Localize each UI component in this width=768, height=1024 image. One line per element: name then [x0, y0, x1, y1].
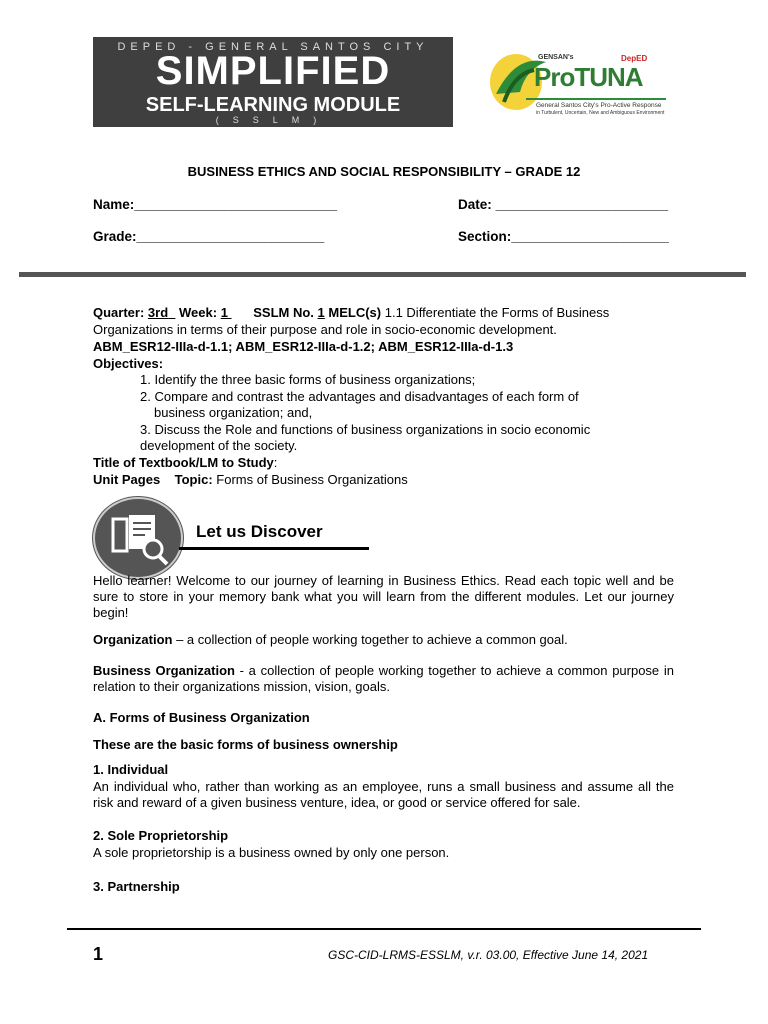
item-1-text: An individual who, rather than working as an employee, runs a small business and assume all the risk and reward of a given business venture, idea, or good or service offered for sale. [93, 779, 674, 810]
logo-deped: DepED [621, 54, 648, 63]
date-field[interactable]: Date: _______________________ [458, 197, 669, 212]
book-magnifier-icon [95, 499, 181, 577]
organization-definition [93, 632, 674, 648]
header-divider [19, 272, 746, 277]
item-2-text: A sole proprietorship is a business owned by only one person. [93, 845, 450, 860]
objective-2a: 2. Compare and contrast the advantages and disadvantages of each form of [140, 389, 579, 404]
discover-badge [93, 497, 183, 579]
objective-3a: 3. Discuss the Role and functions of business organizations in socio economic [140, 422, 591, 437]
logo-gensan: GENSAN's [538, 54, 574, 61]
melc-text-1: 1.1 Differentiate the Forms of Business [384, 305, 610, 320]
topic-value: Forms of Business Organizations [216, 472, 408, 487]
objectives-label: Objectives: [93, 356, 164, 371]
logo-tagline-2: in Turbulent, Uncertain, New and Ambiguous Environment [536, 110, 665, 116]
banner-module: SELF-LEARNING MODULE [145, 94, 401, 116]
organization-term: Organization [93, 632, 173, 647]
name-field[interactable]: Name:___________________________ [93, 197, 337, 212]
quarter-label: Quarter: [93, 305, 145, 320]
logo-tagline-1: General Santos City's Pro-Active Response [536, 102, 662, 109]
logo-protuna-text: ProTUNA [534, 62, 643, 92]
melc-label: MELC(s) [328, 305, 382, 320]
grade-field[interactable]: Grade:_________________________ [93, 229, 325, 244]
sslm-label: SSLM No. [253, 305, 314, 320]
banner-sslm: (SSLM) [215, 115, 331, 125]
item-2-title: 2. Sole Proprietorship [93, 828, 229, 843]
objective-1: 1. Identify the three basic forms of business organizations; [140, 372, 476, 387]
objective-3b: development of the society. [140, 438, 298, 453]
week-label: Week: [179, 305, 218, 320]
section-field[interactable]: Section:_____________________ [458, 229, 669, 244]
melc-text-2: Organizations in terms of their purpose and role in socio-economic development. [93, 322, 557, 337]
organization-text: – a collection of people working together to achieve a common goal. [172, 632, 568, 647]
business-organization-term: Business Organization [93, 663, 235, 678]
objective-2b: business organization; and, [154, 405, 313, 420]
sslm-banner [93, 37, 453, 127]
quarter-value: 3rd [147, 305, 169, 320]
topic-label: Topic: [174, 472, 213, 487]
item-1-title: 1. Individual [93, 762, 169, 777]
basic-forms-heading: These are the basic forms of business ownership [93, 737, 398, 752]
footer-divider [67, 928, 701, 930]
quarter-line [93, 305, 674, 321]
unit-line [93, 472, 674, 488]
protuna-logo [486, 44, 676, 124]
business-organization-definition [93, 663, 674, 695]
week-value: 1 [220, 305, 228, 320]
footer-code: GSC-CID-LRMS-ESSLM, v.r. 03.00, Effective June 14, 2021 [328, 948, 649, 962]
melc-codes: ABM_ESR12-IIIa-d-1.1; ABM_ESR12-IIIa-d-1.2; ABM_ESR12-IIIa-d-1.3 [93, 339, 514, 354]
unit-pages-label: Unit Pages [93, 472, 161, 487]
page-number: 1 [93, 944, 104, 964]
discover-underline [179, 547, 369, 550]
textbook-label: Title of Textbook/LM to Study [93, 455, 274, 470]
banner-simplified: SIMPLIFIED [155, 49, 391, 93]
item-3-title: 3. Partnership [93, 879, 180, 894]
section-a-heading: A. Forms of Business Organization [93, 710, 310, 725]
textbook-line [93, 455, 674, 471]
sslm-value: 1 [317, 305, 325, 320]
banner-division: DEPED - GENERAL SANTOS CITY [117, 41, 429, 53]
textbook-colon: : [273, 455, 278, 470]
business-organization-text: - a collection of people working together to achieve a common purpose in relation to their organizations mission, vision, goals. [93, 663, 674, 694]
page-title: BUSINESS ETHICS AND SOCIAL RESPONSIBILITY – GRADE 12 [187, 164, 581, 179]
intro-paragraph: Hello learner! Welcome to our journey of learning in Business Ethics. Read each topic well and be sure to store in your memory bank what you will learn from the different modules. Let our journey begin! [93, 573, 674, 620]
discover-title: Let us Discover [196, 522, 323, 541]
